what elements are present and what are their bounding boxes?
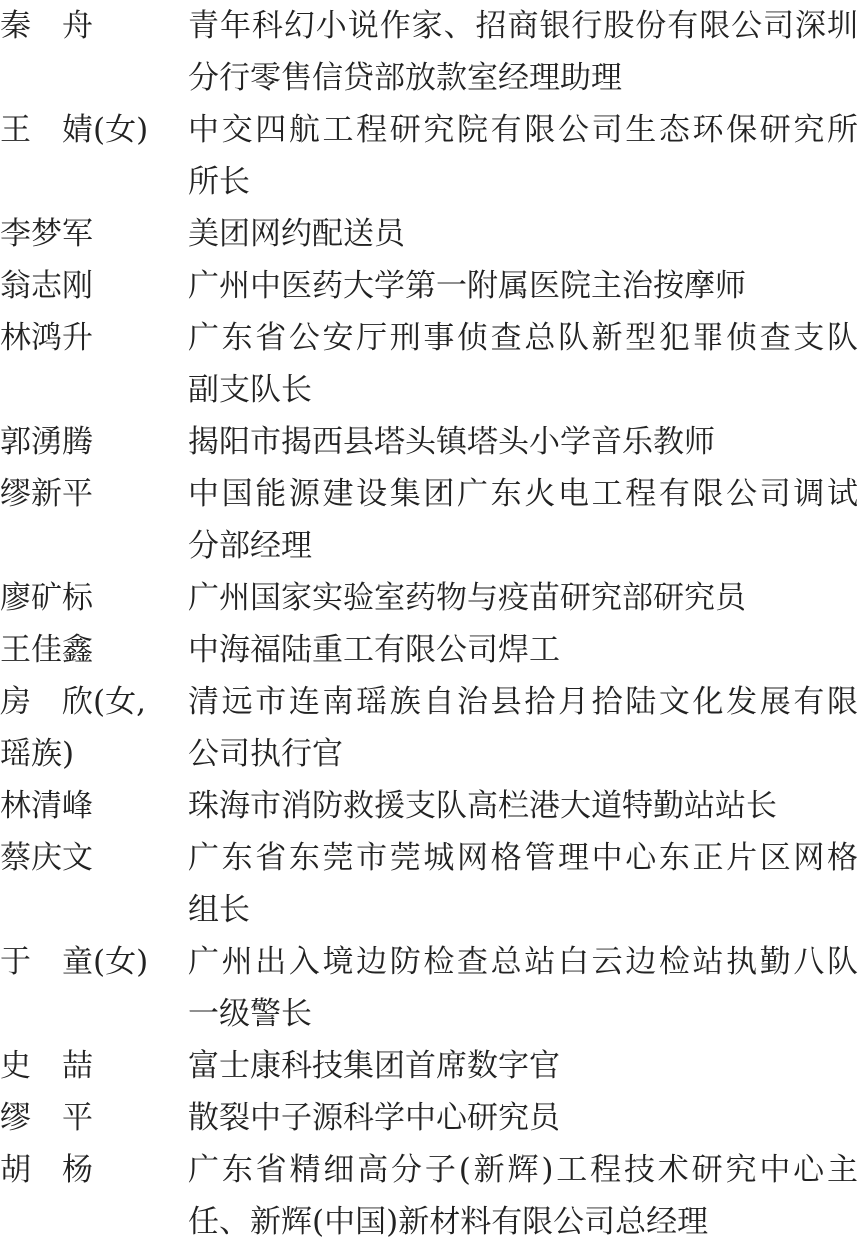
title-line: 中国能源建设集团广东火电工程有限公司调试 bbox=[188, 476, 858, 512]
title-line: 广东省东莞市莞城网格管理中心东正片区网格 bbox=[188, 840, 858, 876]
person-title bbox=[188, 0, 862, 104]
title-line: 广东省精细高分子(新辉)工程技术研究中心主 bbox=[188, 1152, 858, 1188]
person-name: 李梦军 bbox=[0, 216, 93, 252]
title-line: 青年科幻小说作家、招商银行股份有限公司深圳 bbox=[188, 8, 858, 44]
title-line: 散裂中子源科学中心研究员 bbox=[188, 1100, 560, 1136]
list-item bbox=[0, 832, 862, 936]
title-line: 富士康科技集团首席数字官 bbox=[188, 1048, 560, 1084]
person-title bbox=[188, 468, 862, 572]
title-line: 美团网约配送员 bbox=[188, 216, 405, 252]
title-line: 分部经理 bbox=[188, 528, 312, 564]
list-item bbox=[0, 936, 862, 1040]
title-line: 所长 bbox=[188, 164, 250, 200]
person-name: 于 童(女) bbox=[0, 944, 149, 980]
person-name: 林鸿升 bbox=[0, 320, 93, 356]
title-line: 广州中医药大学第一附属医院主治按摩师 bbox=[188, 268, 746, 304]
list-item bbox=[0, 1144, 862, 1248]
list-item bbox=[0, 468, 862, 572]
title-line: 公司执行官 bbox=[188, 736, 343, 772]
list-item bbox=[0, 676, 862, 780]
title-line: 中海福陆重工有限公司焊工 bbox=[188, 632, 560, 668]
list-item bbox=[0, 780, 862, 832]
person-title bbox=[188, 312, 862, 416]
list-item bbox=[0, 624, 862, 676]
person-title bbox=[188, 208, 862, 260]
title-line: 任、新辉(中国)新材料有限公司总经理 bbox=[188, 1204, 709, 1240]
title-line: 组长 bbox=[188, 892, 250, 928]
title-line: 广东省公安厅刑事侦查总队新型犯罪侦查支队 bbox=[188, 320, 858, 356]
person-title bbox=[188, 624, 862, 676]
person-name bbox=[0, 676, 188, 780]
title-line: 广州国家实验室药物与疫苗研究部研究员 bbox=[188, 580, 746, 616]
name-line: 房 欣(女, bbox=[0, 684, 146, 720]
title-line: 副支队长 bbox=[188, 372, 312, 408]
person-title bbox=[188, 1092, 862, 1144]
title-line: 一级警长 bbox=[188, 996, 312, 1032]
person-title bbox=[188, 1040, 862, 1092]
title-line: 清远市连南瑶族自治县拾月拾陆文化发展有限 bbox=[188, 684, 858, 720]
person-title bbox=[188, 676, 862, 780]
list-item bbox=[0, 1040, 862, 1092]
person-title bbox=[188, 936, 862, 1040]
person-name: 秦 舟 bbox=[0, 8, 93, 44]
person-title bbox=[188, 832, 862, 936]
title-line: 揭阳市揭西县塔头镇塔头小学音乐教师 bbox=[188, 424, 715, 460]
person-name: 王 婧(女) bbox=[0, 112, 149, 148]
list-item bbox=[0, 416, 862, 468]
person-name: 王佳鑫 bbox=[0, 632, 93, 668]
list-item bbox=[0, 104, 862, 208]
person-name: 翁志刚 bbox=[0, 268, 93, 304]
person-name: 缪 平 bbox=[0, 1100, 93, 1136]
title-line: 分行零售信贷部放款室经理助理 bbox=[188, 60, 622, 96]
list-item bbox=[0, 208, 862, 260]
person-title bbox=[188, 416, 862, 468]
person-name: 蔡庆文 bbox=[0, 840, 93, 876]
person-title bbox=[188, 780, 862, 832]
person-title bbox=[188, 260, 862, 312]
person-name: 缪新平 bbox=[0, 476, 93, 512]
list-item bbox=[0, 572, 862, 624]
name-line: 瑶族) bbox=[0, 736, 75, 772]
list-item bbox=[0, 260, 862, 312]
person-title bbox=[188, 1144, 862, 1248]
list-item bbox=[0, 312, 862, 416]
title-line: 中交四航工程研究院有限公司生态环保研究所 bbox=[188, 112, 858, 148]
person-title bbox=[188, 572, 862, 624]
person-name: 郭湧腾 bbox=[0, 424, 93, 460]
person-title bbox=[188, 104, 862, 208]
title-line: 广州出入境边防检查总站白云边检站执勤八队 bbox=[188, 944, 858, 980]
person-name: 胡 杨 bbox=[0, 1152, 93, 1188]
title-line: 珠海市消防救援支队高栏港大道特勤站站长 bbox=[188, 788, 777, 824]
list-item bbox=[0, 1092, 862, 1144]
person-name: 史 喆 bbox=[0, 1048, 93, 1084]
list-item bbox=[0, 0, 862, 104]
person-name: 林清峰 bbox=[0, 788, 93, 824]
person-name: 廖矿标 bbox=[0, 580, 93, 616]
